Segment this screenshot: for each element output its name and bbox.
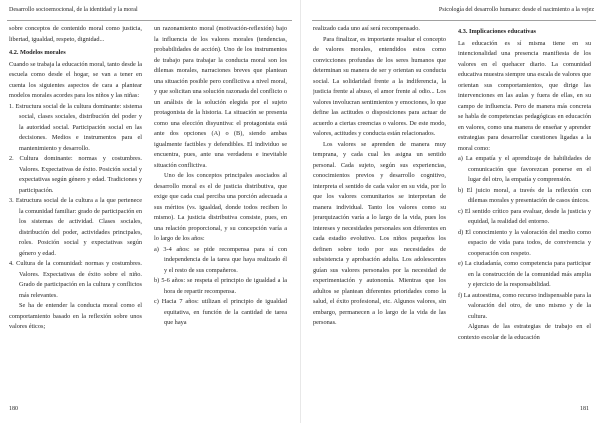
paragraph: Los valores se aprenden de manera muy temprana, y cada cual les asigna un sentido personal. Cada sujeto, según sus experiencias, conocimientos previos y desarrollo cognitivo, interpreta el sentido de cada valor en su vida, por lo que los valores comunitarios se interpretan de manera individual. Tanto los valores como su jerarquización varía a lo largo de la vida, pues los intereses y necesidades personales son diferentes en cada estadio evolutivo. Los niños pequeños los definen sobre todo por sus necesidades de subsistencia y aprobación adulta. Los adolescentes guían sus valores personales por la necesidad de experimentación y autonomía. Mientras que los adultos se plantean diferentes prioridades como la salud, el éxito profesional, etc. Algunos valores, sin embargo, permanecen a lo largo de la vida de las personas. (313, 140, 446, 326)
paragraph: La educación es sí misma tiene en su intencionalidad una presencia manifiesta de los valores en el quehacer diario. La comunidad educativa muestra siempre una escala de valores que orientan sus comportamientos, que dirige las intervenciones en las aulas y fuera de ellas, en su campo de influencia. Pero de manera más concreta se habla de competencias pedagógicas en educación en valores, como una manera de enseñar y aprender estrategias para desarrollar cuestiones ligadas a la moral como: (458, 39, 591, 152)
right-page-number: 181 (580, 406, 589, 412)
section-heading: 4.2. Modelos morales (9, 49, 66, 56)
list-item: c) Hacia 7 años: utilizan el principio de igualdad equitativa, en función de la cantidad de tarea que haya (154, 298, 287, 326)
right-running-header: Psicología del desarrollo humano: desde el nacimiento a la vejez (312, 0, 596, 21)
paragraph: realizado cada uno así será recompensado. (313, 25, 420, 32)
right-page-column-2 (458, 24, 591, 402)
left-page-number: 180 (9, 406, 18, 412)
gutter (300, 0, 301, 423)
list-item: b) 5-6 años: se respeta el principio de igualdad a la hora de repartir recompensa. (154, 277, 287, 295)
paragraph: Para finalizar, es importante resaltar el concepto de valores morales, entendidos estos como convicciones profundas de los seres humanos que determinan su manera de ser y orientan su conducta social. La solidaridad frente a la indiferencia, la justicia frente al abuso, el amor frente al odio... Los valores involucran sentimientos y emociones, lo que define las actitudes o disposiciones para actuar de acuerdo a ciertas creencias o valores. De este modo, valores, actitudes y conducta están relacionados. (313, 35, 446, 137)
paragraph: Cuando se trabaja la educación moral, tanto desde la escuela como desde el hogar, se van a tener en cuenta los siguientes aspectos de cara a plantear modelos morales acordes para los niños y las niñas: (9, 60, 142, 99)
list-item: c) El sentido crítico para evaluar, desde la justicia y equidad, la realidad del entorno. (458, 207, 591, 225)
list-item: 1. Estructura social de la cultura dominante: sistema social, clases sociales, distribución del poder y la autoridad social. Participación social en las decisiones. Medios e instrumentos para el mantenimiento y desarrollo. (9, 102, 142, 152)
paragraph: sobre conceptos de contenido moral como justicia, libertad, igualdad, respeto, dignidad... (9, 25, 142, 43)
left-page-column-2 (154, 24, 287, 402)
list-item: a) La empatía y el aprendizaje de habilidades de comunicación que favorezcan ponerse en el lugar del otro, la empatía y comprensión. (458, 155, 591, 183)
right-page-column-1 (313, 24, 446, 402)
list-item: 2. Cultura dominante: normas y costumbres. Valores. Expectativas de éxito. Posición social y expectativas según género y edad. Tradiciones y participación. (9, 155, 142, 194)
left-running-header: Desarrollo socioemocional, de la identidad y la moral (7, 0, 292, 21)
list-item: d) El conocimiento y la valoración del medio como espacio de vida para todos, de convivencia y cooperación con respeto. (458, 228, 591, 257)
list-item: b) El juicio moral, a través de la reflexión con dilemas morales y presentación de casos únicos. (458, 186, 591, 204)
paragraph: Se ha de entender la conducta moral como el comportamiento basado en la reflexión sobre unos valores éticos; (9, 302, 142, 330)
paragraph: Uno de los conceptos principales asociados al desarrollo moral es el de justicia distributiva, que exige que cada cual perciba una porción adecuada a sus méritos (vs. igualdad, donde todos reciben lo mismo). La justicia distributiva consiste, pues, en una relación proporcional, y su concepción varía a lo largo de los años: (154, 172, 287, 242)
section-heading: 4.3. Implicaciones educativas (458, 28, 537, 35)
paragraph: un razonamiento moral (motivación-reflexión) bajo la influencia de los valores morales (tendencias, probabilidades de acción). Uno de los instrumentos de trabajo para trabajar la conducta moral son los dilemas morales, narraciones breves que plantean una situación posible pero conflictiva a nivel moral, y que solicitan una solución razonada del conflicto o un análisis de la solución elegida por el sujeto protagonista de la historia. La situación se presenta como una elección disyuntiva: el protagonista está ante dos opciones (A) o (B), siendo ambas igualmente factibles y defendibles. El individuo se encuentra, pues, ante una verdadera e inevitable situación conflictiva. (154, 25, 287, 169)
list-item: e) La ciudadanía, como competencia para participar en la construcción de la comunidad más amplia y ejercicio de la responsabilidad. (458, 260, 591, 288)
list-item: a) 3-4 años: se pide recompensa para sí con independencia de la tarea que haya realizado él y el resto de sus compañeros. (154, 245, 287, 274)
list-item: f) La autoestima, como recurso indispensable para la valoración del otro, de uno mismo y de la cultura. (458, 291, 591, 320)
left-page-column-1 (9, 24, 142, 402)
list-item: 3. Estructura social de la cultura a la que pertenece la comunidad familiar: grado de participación en los sistemas de actividad. Clases sociales, distribución del poder, actividades principales, roles. Posición social y expectativas según género y edad. (9, 197, 142, 257)
paragraph: Algunas de las estrategias de trabajo en el contexto escolar de la educación (458, 323, 591, 341)
list-item: 4. Cultura de la comunidad: normas y costumbres. Valores. Expectativas de éxito sobre el niño. Grado de participación en la cultura y conflictos más relevantes. (9, 260, 142, 299)
